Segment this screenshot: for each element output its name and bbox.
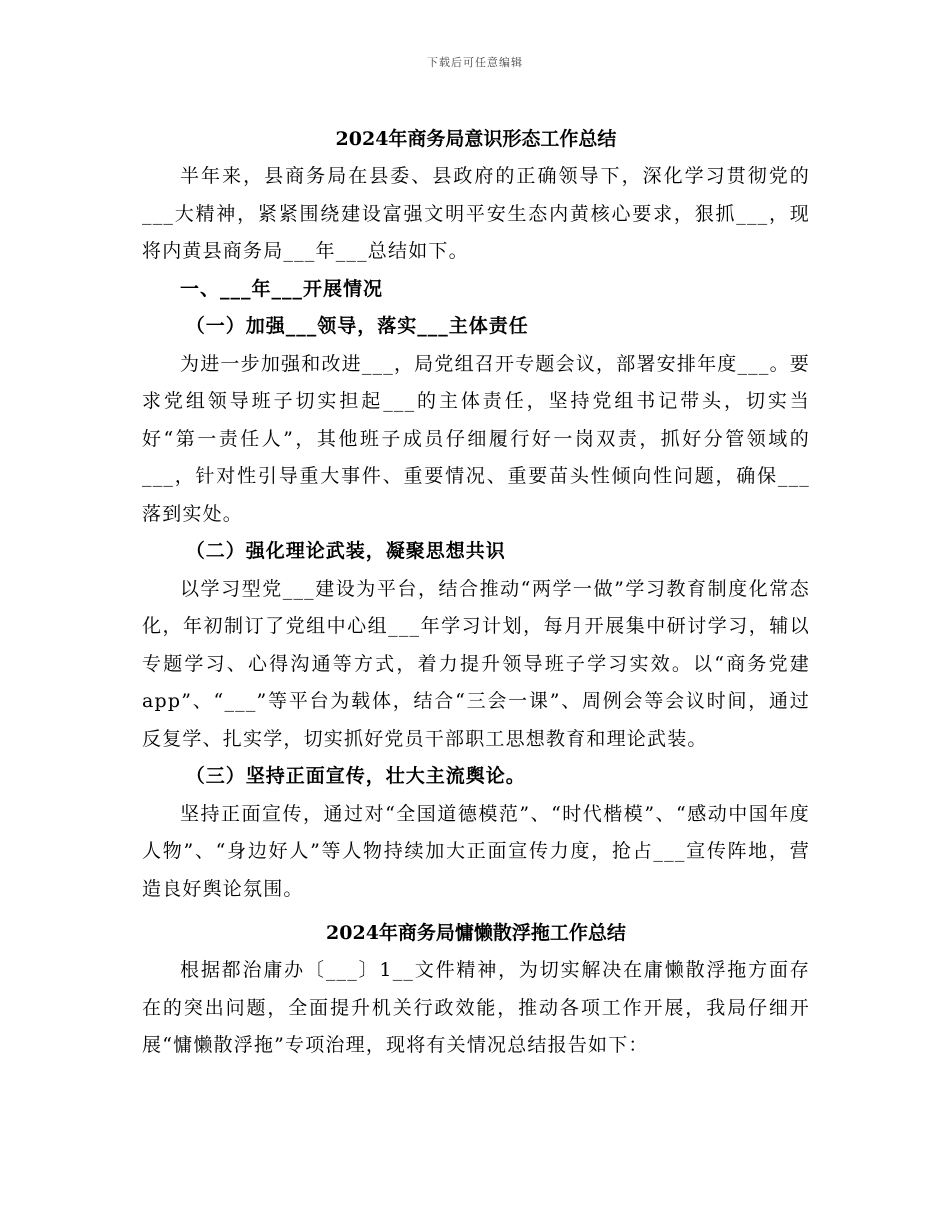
paragraph-4: 根据都治庸办〔___〕1__文件精神，为切实解决在庸懒散浮拖方面存在的突出问题，全面提升机关行政效能，推动各项工作开展，我局仔细开展“慵懒散浮拖”专项治理，现将有关情况总结报告如下： <box>142 959 810 1056</box>
document-title: 2024年商务局意识形态工作总结 <box>335 128 617 150</box>
paragraph-1: 为进一步加强和改进___，局党组召开专题会议，部署安排年度___。要求党组领导班子切实担起___的主体责任，坚持党组书记带头，切实当好“第一责任人”，其他班子成员仔细履行好一岗双责，抓好分管领域的___，针对性引导重大事件、重要情况、重要苗头性倾向性问题，确保___落到实处。 <box>142 352 810 525</box>
subsection-heading-2: （二）强化理论武装，凝聚思想共识 <box>185 540 506 562</box>
second-document-title: 2024年商务局慵懒散浮拖工作总结 <box>326 922 626 944</box>
document-body <box>142 120 810 1065</box>
paragraph-3: 坚持正面宣传，通过对“全国道德模范”、“时代楷模”、“感动中国年度人物”、“身边好人”等人物持续加大正面宣传力度，抢占___宣传阵地，营造良好舆论氛围。 <box>142 802 810 900</box>
paragraph-2: 以学习型党___建设为平台，结合推动“两学一做”学习教育制度化常态化，年初制订了党组中心组___年学习计划，每月开展集中研讨学习，辅以专题学习、心得沟通等方式，着力提升领导班子学习实效。以“商务党建app”、“___”等平台为载体，结合“三会一课”、周例会等会议时间，通过反复学、扎实学，切实抓好党员干部职工思想教育和理论武装。 <box>142 577 810 750</box>
subsection-heading-3: （三）坚持正面宣传，壮大主流舆论。 <box>185 765 526 787</box>
subsection-heading-1: （一）加强___领导，落实___主体责任 <box>185 315 529 337</box>
section-heading: 一、___年___开展情况 <box>180 277 384 300</box>
page-header: 下载后可任意编辑 <box>427 56 523 69</box>
intro-paragraph: 半年来，县商务局在县委、县政府的正确领导下，深化学习贯彻党的___大精神，紧紧围绕建设富强文明平安生态内黄核心要求，狠抓___，现将内黄县商务局___年___总结如下。 <box>142 165 810 262</box>
